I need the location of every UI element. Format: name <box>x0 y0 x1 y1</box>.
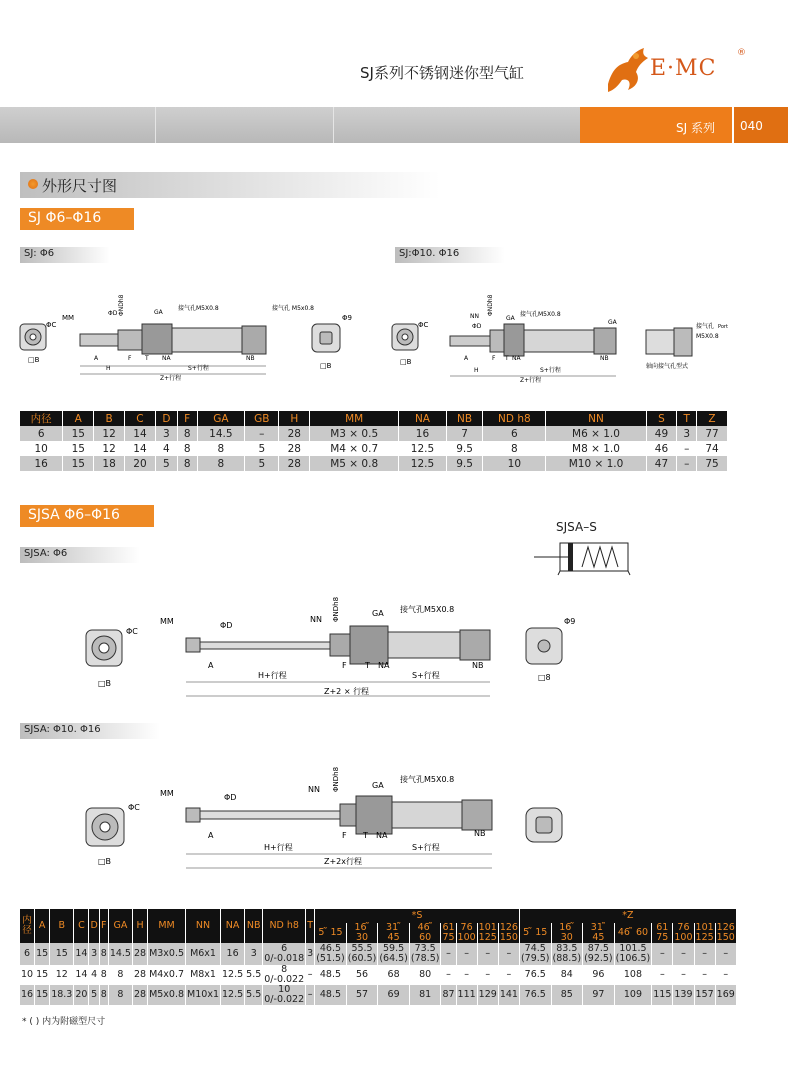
table-header-cell: NB <box>245 909 263 943</box>
sj-phi10-16-drawing <box>388 290 768 390</box>
svg-text:GA: GA <box>372 781 384 790</box>
svg-text:S+行程: S+行程 <box>540 367 561 374</box>
sj-phi6-drawing <box>10 290 380 390</box>
table-cell: 8 <box>108 965 132 985</box>
table-group-header: *S <box>315 909 520 923</box>
table-cell: 8 <box>177 456 197 471</box>
table-header-cell: ND h8 <box>483 411 546 426</box>
svg-text:轴向接气孔型式: 轴向接气孔型式 <box>646 363 689 370</box>
svg-text:GA: GA <box>506 315 515 322</box>
svg-text:□B: □B <box>98 679 112 688</box>
table-row <box>20 456 728 471</box>
svg-text:□B: □B <box>28 356 40 364</box>
range-header-cell: 126 150 <box>716 922 735 943</box>
table-header-cell: T <box>677 411 697 426</box>
table-cell: 57 <box>346 985 378 1005</box>
table-row <box>20 985 736 1005</box>
table-cell: 169 <box>715 985 736 1005</box>
table-header-cell: NB <box>446 411 482 426</box>
table-cell: 69 <box>378 985 410 1005</box>
table-cell: 8 <box>99 965 108 985</box>
table-header-cell: C <box>125 411 156 426</box>
svg-text:接气孔 M5x0.8: 接气孔 M5x0.8 <box>272 305 314 312</box>
table-cell: 15 <box>63 441 94 456</box>
table-header-cell: D <box>155 411 177 426</box>
range-header-cell: 31 ̃ 45 <box>378 923 410 943</box>
table-cell: M3 × 0.5 <box>310 426 399 441</box>
table-cell: 6 <box>20 943 35 965</box>
svg-text:Z+行程: Z+行程 <box>520 377 542 384</box>
svg-text:H: H <box>106 365 111 372</box>
svg-text:M5X0.8: M5X0.8 <box>696 333 719 340</box>
table-cell: 3 <box>155 426 177 441</box>
table-cell: 3 <box>89 943 99 965</box>
svg-text:□B: □B <box>400 358 412 366</box>
table-cell: 111 <box>456 985 477 1005</box>
range-header-cell: 76 100 <box>457 922 476 943</box>
table-header-cell: F <box>177 411 197 426</box>
table-cell: 4 <box>155 441 177 456</box>
svg-text:NB: NB <box>472 661 484 670</box>
table-cell: 74.5 (79.5) <box>520 943 550 964</box>
cylinder-symbol-icon <box>530 537 640 577</box>
table-cell: 12.5 <box>221 985 245 1005</box>
table-cell: 28 <box>132 965 147 985</box>
svg-text:Z+2 × 行程: Z+2 × 行程 <box>324 687 370 696</box>
table-cell: 15 <box>50 943 74 965</box>
table-cell: 18 <box>94 456 125 471</box>
svg-text:ΦNDh8: ΦNDh8 <box>118 294 125 316</box>
svg-text:接气孔M5X0.8: 接气孔M5X0.8 <box>400 605 455 614</box>
table-cell: 16 <box>399 426 447 441</box>
table-cell: M6x1 <box>186 943 221 965</box>
table-cell: 5 <box>245 456 279 471</box>
table-cell: 10 0/-0.022 <box>264 984 305 1005</box>
table-cell: – <box>498 965 519 985</box>
table-cell: 5.5 <box>245 965 263 985</box>
footnote: * ( ) 内为附磁型尺寸 <box>22 1017 106 1027</box>
svg-text:T: T <box>145 355 149 362</box>
table-cell: 73.5 (78.5) <box>410 943 440 964</box>
horse-logo-icon <box>598 40 658 96</box>
table-cell: 141 <box>498 985 519 1005</box>
table-group-header: *Z <box>519 909 736 923</box>
table-cell: 15 <box>63 456 94 471</box>
section-title: 外形尺寸图 <box>20 172 440 198</box>
table-cell: M8 × 1.0 <box>546 441 646 456</box>
svg-text:ΦD: ΦD <box>224 793 237 802</box>
svg-text:Φ9: Φ9 <box>564 617 576 626</box>
table-cell: 5 <box>245 441 279 456</box>
svg-text:NB: NB <box>246 355 255 362</box>
table-header-cell: MM <box>310 411 399 426</box>
svg-text:F: F <box>342 831 347 840</box>
svg-text:H+行程: H+行程 <box>258 671 287 680</box>
svg-text:NA: NA <box>512 355 521 362</box>
table-cell: 12.5 <box>221 965 245 985</box>
table-cell: – <box>715 943 736 965</box>
table-cell: – <box>694 965 715 985</box>
table-cell: 77 <box>697 426 728 441</box>
table-cell: 14 <box>125 441 156 456</box>
table-header-cell: A <box>35 909 50 943</box>
table-header-cell: A <box>63 411 94 426</box>
svg-text:接气孔M5X0.8: 接气孔M5X0.8 <box>178 305 219 312</box>
range-header-cell: 16 ̃ 30 <box>346 923 378 943</box>
svg-text:GA: GA <box>154 309 163 316</box>
sj-dimension-table <box>20 411 728 471</box>
table-cell: M6 × 1.0 <box>546 426 646 441</box>
table-cell: 108 <box>614 965 652 985</box>
table-cell: 76.5 <box>519 965 551 985</box>
table-cell: 47 <box>646 456 677 471</box>
table-cell: 16 <box>20 456 63 471</box>
table-cell: 14 <box>125 426 156 441</box>
range-header-cell: 101 125 <box>695 922 714 943</box>
table-cell: 139 <box>673 985 694 1005</box>
sjsa-dimension-table <box>20 909 737 1005</box>
table-cell: 46 <box>646 441 677 456</box>
series-tab[interactable]: SJ 系列 <box>580 107 732 143</box>
table-cell: 20 <box>125 456 156 471</box>
table-cell: – <box>673 965 694 985</box>
table-header-cell: F <box>99 909 108 943</box>
svg-text:GA: GA <box>608 319 617 326</box>
table-cell: 87.5 (92.5) <box>584 943 613 964</box>
table-header-cell: GB <box>245 411 279 426</box>
table-header-cell: ND h8 <box>263 909 306 943</box>
table-header-cell: Z <box>697 411 728 426</box>
table-cell: 14.5 <box>108 943 132 965</box>
table-cell: 96 <box>583 965 615 985</box>
svg-text:ΦC: ΦC <box>128 803 140 812</box>
sj-sub-phi10-16: SJ:Φ10. Φ16 <box>395 247 505 263</box>
svg-text:S+行程: S+行程 <box>412 843 440 852</box>
table-header-cell: S <box>646 411 677 426</box>
table-cell: 10 <box>483 456 546 471</box>
sjsa-sub-phi6: SJSA: Φ6 <box>20 547 140 563</box>
table-cell: 8 <box>177 426 197 441</box>
svg-text:NN: NN <box>308 785 320 794</box>
table-cell: – <box>306 965 315 985</box>
svg-text:NA: NA <box>378 661 390 670</box>
table-row <box>20 426 728 441</box>
svg-text:接气孔: 接气孔 <box>696 323 715 330</box>
table-cell: 16 <box>20 985 35 1005</box>
table-header-cell: NN <box>546 411 646 426</box>
svg-text:ΦC: ΦC <box>126 627 138 636</box>
table-cell: 76.5 <box>519 985 551 1005</box>
svg-text:A: A <box>94 355 99 362</box>
table-cell: 10 <box>20 965 35 985</box>
svg-text:ΦC: ΦC <box>418 321 429 329</box>
table-cell: M4x0.7 <box>148 965 186 985</box>
table-cell: 129 <box>477 985 498 1005</box>
table-header-cell: C <box>74 909 89 943</box>
svg-text:ΦD: ΦD <box>220 621 233 630</box>
table-cell: – <box>498 943 519 965</box>
sjsa-symbol-label: SJSA–S <box>556 520 597 534</box>
sjsa-series-tag: SJSA Φ6–Φ16 <box>20 505 154 527</box>
svg-text:T: T <box>363 831 368 840</box>
table-header-cell: NA <box>221 909 245 943</box>
svg-text:Port: Port <box>718 324 728 330</box>
svg-text:□B: □B <box>98 857 112 866</box>
table-cell: – <box>456 965 477 985</box>
bullet-icon <box>28 179 38 189</box>
table-cell: M10x1 <box>186 985 221 1005</box>
table-cell: 49 <box>646 426 677 441</box>
svg-text:T: T <box>365 661 370 670</box>
table-cell: 15 <box>35 943 50 965</box>
table-cell: 8 <box>483 441 546 456</box>
table-cell: – <box>477 965 498 985</box>
page-title: SJ系列不锈钢迷你型气缸 <box>360 64 524 82</box>
table-cell: – <box>245 426 279 441</box>
svg-text:A: A <box>208 661 214 670</box>
svg-text:ΦD: ΦD <box>472 323 482 330</box>
table-cell: 12.5 <box>399 441 447 456</box>
table-cell: – <box>477 943 498 965</box>
range-header-cell: 46 ̃ 60 <box>614 923 652 943</box>
svg-text:ΦNDh8: ΦNDh8 <box>332 766 340 792</box>
table-cell: 87 <box>441 985 456 1005</box>
table-cell: 83.5 (88.5) <box>552 943 582 964</box>
range-header-cell: 5 ̃ 15 <box>315 923 347 943</box>
table-cell: 109 <box>614 985 652 1005</box>
table-cell: – <box>677 441 697 456</box>
table-cell: – <box>652 965 673 985</box>
svg-text:□B: □B <box>320 362 332 370</box>
sjsa-sub-phi10-16: SJSA: Φ10. Φ16 <box>20 723 160 739</box>
table-cell: 81 <box>409 985 441 1005</box>
table-cell: – <box>652 943 673 965</box>
table-cell: 12 <box>50 965 74 985</box>
range-header-cell: 5 ̃ 15 <box>519 923 551 943</box>
svg-text:接气孔M5X0.8: 接气孔M5X0.8 <box>520 311 561 318</box>
svg-text:ΦC: ΦC <box>46 321 57 329</box>
table-cell: 48.5 <box>315 965 347 985</box>
table-header-cell: 内径 <box>20 411 63 426</box>
table-cell: 14 <box>74 943 89 965</box>
svg-text:MM: MM <box>160 789 174 798</box>
table-cell: – <box>677 456 697 471</box>
table-cell: 20 <box>74 985 89 1005</box>
svg-text:GA: GA <box>372 609 384 618</box>
table-cell: 3 <box>306 943 315 965</box>
svg-text:H+行程: H+行程 <box>264 843 293 852</box>
svg-text:Z+2x行程: Z+2x行程 <box>324 857 363 866</box>
table-cell: – <box>306 985 315 1005</box>
table-cell: 6 <box>483 426 546 441</box>
table-cell: 4 <box>89 965 99 985</box>
sjsa-phi10-16-drawing <box>80 762 600 872</box>
svg-text:Z+行程: Z+行程 <box>160 375 182 382</box>
table-header-cell: B <box>50 909 74 943</box>
table-cell: 3 <box>677 426 697 441</box>
brand-name: E·MC <box>650 56 717 81</box>
table-cell: 46.5 (51.5) <box>316 943 345 964</box>
table-cell: 7 <box>446 426 482 441</box>
range-header-cell: 46 ̃ 60 <box>409 923 441 943</box>
table-cell: – <box>673 943 694 965</box>
table-cell: 18.3 <box>50 985 74 1005</box>
table-row <box>20 943 736 965</box>
svg-text:F: F <box>492 355 496 362</box>
svg-text:Φ9: Φ9 <box>342 314 352 322</box>
range-header-cell: 61 75 <box>442 922 455 943</box>
table-cell: 28 <box>279 426 310 441</box>
svg-text:MM: MM <box>62 314 75 322</box>
svg-text:NN: NN <box>310 615 322 624</box>
table-cell: 12 <box>94 441 125 456</box>
table-cell: M10 × 1.0 <box>546 456 646 471</box>
sjsa-phi6-drawing <box>80 590 600 700</box>
table-cell: 80 <box>409 965 441 985</box>
table-cell: 15 <box>63 426 94 441</box>
svg-text:F: F <box>128 355 132 362</box>
table-cell: – <box>441 943 456 965</box>
table-header-cell: NN <box>186 909 221 943</box>
svg-text:NA: NA <box>376 831 388 840</box>
table-cell: M8x1 <box>186 965 221 985</box>
table-cell: 8 <box>99 985 108 1005</box>
table-row <box>20 965 736 985</box>
table-cell: 15 <box>35 985 50 1005</box>
table-cell: 6 0/-0.018 <box>264 943 305 964</box>
sj-series-tag: SJ Φ6–Φ16 <box>20 208 134 230</box>
table-row <box>20 441 728 456</box>
svg-text:S+行程: S+行程 <box>188 365 209 372</box>
table-cell: 28 <box>279 441 310 456</box>
table-cell: 8 <box>99 943 108 965</box>
svg-text:NB: NB <box>600 355 609 362</box>
range-header-cell: 126 150 <box>499 922 518 943</box>
table-header-cell: B <box>94 411 125 426</box>
svg-text:A: A <box>208 831 214 840</box>
table-cell: 84 <box>551 965 583 985</box>
table-cell: 115 <box>652 985 673 1005</box>
table-cell: – <box>715 965 736 985</box>
svg-text:MM: MM <box>160 617 174 626</box>
table-cell: 5.5 <box>245 985 263 1005</box>
table-header-cell: H <box>132 909 147 943</box>
table-cell: 28 <box>132 985 147 1005</box>
registered-mark: ® <box>737 48 746 58</box>
table-cell: 74 <box>697 441 728 456</box>
table-cell: M5 × 0.8 <box>310 456 399 471</box>
page-number: 040 <box>732 107 788 143</box>
svg-text:T: T <box>505 355 509 362</box>
svg-text:ΦNDh8: ΦNDh8 <box>487 294 494 316</box>
table-cell: 56 <box>346 965 378 985</box>
table-cell: 8 <box>197 441 245 456</box>
table-header-cell: GA <box>108 909 132 943</box>
table-cell: 8 0/-0.022 <box>264 964 305 985</box>
table-cell: 75 <box>697 456 728 471</box>
table-cell: 101.5 (106.5) <box>615 943 651 964</box>
table-cell: 14.5 <box>197 426 245 441</box>
table-cell: M5x0.8 <box>148 985 186 1005</box>
table-header-cell: D <box>89 909 99 943</box>
table-cell: 3 <box>245 943 263 965</box>
svg-text:NA: NA <box>162 355 171 362</box>
table-cell: – <box>456 943 477 965</box>
table-cell: M3x0.5 <box>148 943 186 965</box>
table-header-cell: 内径 <box>20 909 35 943</box>
table-cell: 12 <box>94 426 125 441</box>
svg-text:S+行程: S+行程 <box>412 671 440 680</box>
table-header-cell: MM <box>148 909 186 943</box>
range-header-cell: 31 ̃ 45 <box>583 923 615 943</box>
table-cell: 8 <box>108 985 132 1005</box>
table-cell: 8 <box>177 441 197 456</box>
table-cell: – <box>694 943 715 965</box>
svg-text:A: A <box>464 355 469 362</box>
table-cell: 5 <box>155 456 177 471</box>
sj-sub-phi6: SJ: Φ6 <box>20 247 110 263</box>
table-cell: 10 <box>20 441 63 456</box>
table-cell: 48.5 <box>315 985 347 1005</box>
table-cell: 28 <box>279 456 310 471</box>
svg-text:□8: □8 <box>538 673 551 682</box>
table-cell: 16 <box>221 943 245 965</box>
table-cell: 85 <box>551 985 583 1005</box>
svg-text:H: H <box>474 367 479 374</box>
table-cell: 97 <box>583 985 615 1005</box>
svg-text:F: F <box>342 661 347 670</box>
svg-text:NB: NB <box>474 829 486 838</box>
table-cell: 55.5 (60.5) <box>347 943 377 964</box>
svg-text:NN: NN <box>470 313 479 320</box>
svg-text:ΦD: ΦD <box>108 310 118 317</box>
table-cell: 9.5 <box>446 456 482 471</box>
table-cell: 12.5 <box>399 456 447 471</box>
table-header-cell: GA <box>197 411 245 426</box>
table-cell: – <box>441 965 456 985</box>
table-cell: 5 <box>89 985 99 1005</box>
table-header-cell: NA <box>399 411 447 426</box>
range-header-cell: 76 100 <box>674 922 693 943</box>
table-cell: M4 × 0.7 <box>310 441 399 456</box>
range-header-cell: 16 ̃ 30 <box>551 923 583 943</box>
table-cell: 15 <box>35 965 50 985</box>
svg-text:ΦNDh8: ΦNDh8 <box>332 596 340 622</box>
nav-grey-bar <box>0 107 580 143</box>
table-cell: 68 <box>378 965 410 985</box>
table-cell: 157 <box>694 985 715 1005</box>
table-header-cell: H <box>279 411 310 426</box>
table-cell: 9.5 <box>446 441 482 456</box>
table-cell: 59.5 (64.5) <box>379 943 408 964</box>
range-header-cell: 101 125 <box>478 922 497 943</box>
table-cell: 8 <box>197 456 245 471</box>
table-cell: 14 <box>74 965 89 985</box>
svg-text:接气孔M5X0.8: 接气孔M5X0.8 <box>400 775 455 784</box>
table-cell: 6 <box>20 426 63 441</box>
table-cell: 28 <box>132 943 147 965</box>
range-header-cell: 61 75 <box>652 923 673 943</box>
table-header-cell: T <box>306 909 315 943</box>
